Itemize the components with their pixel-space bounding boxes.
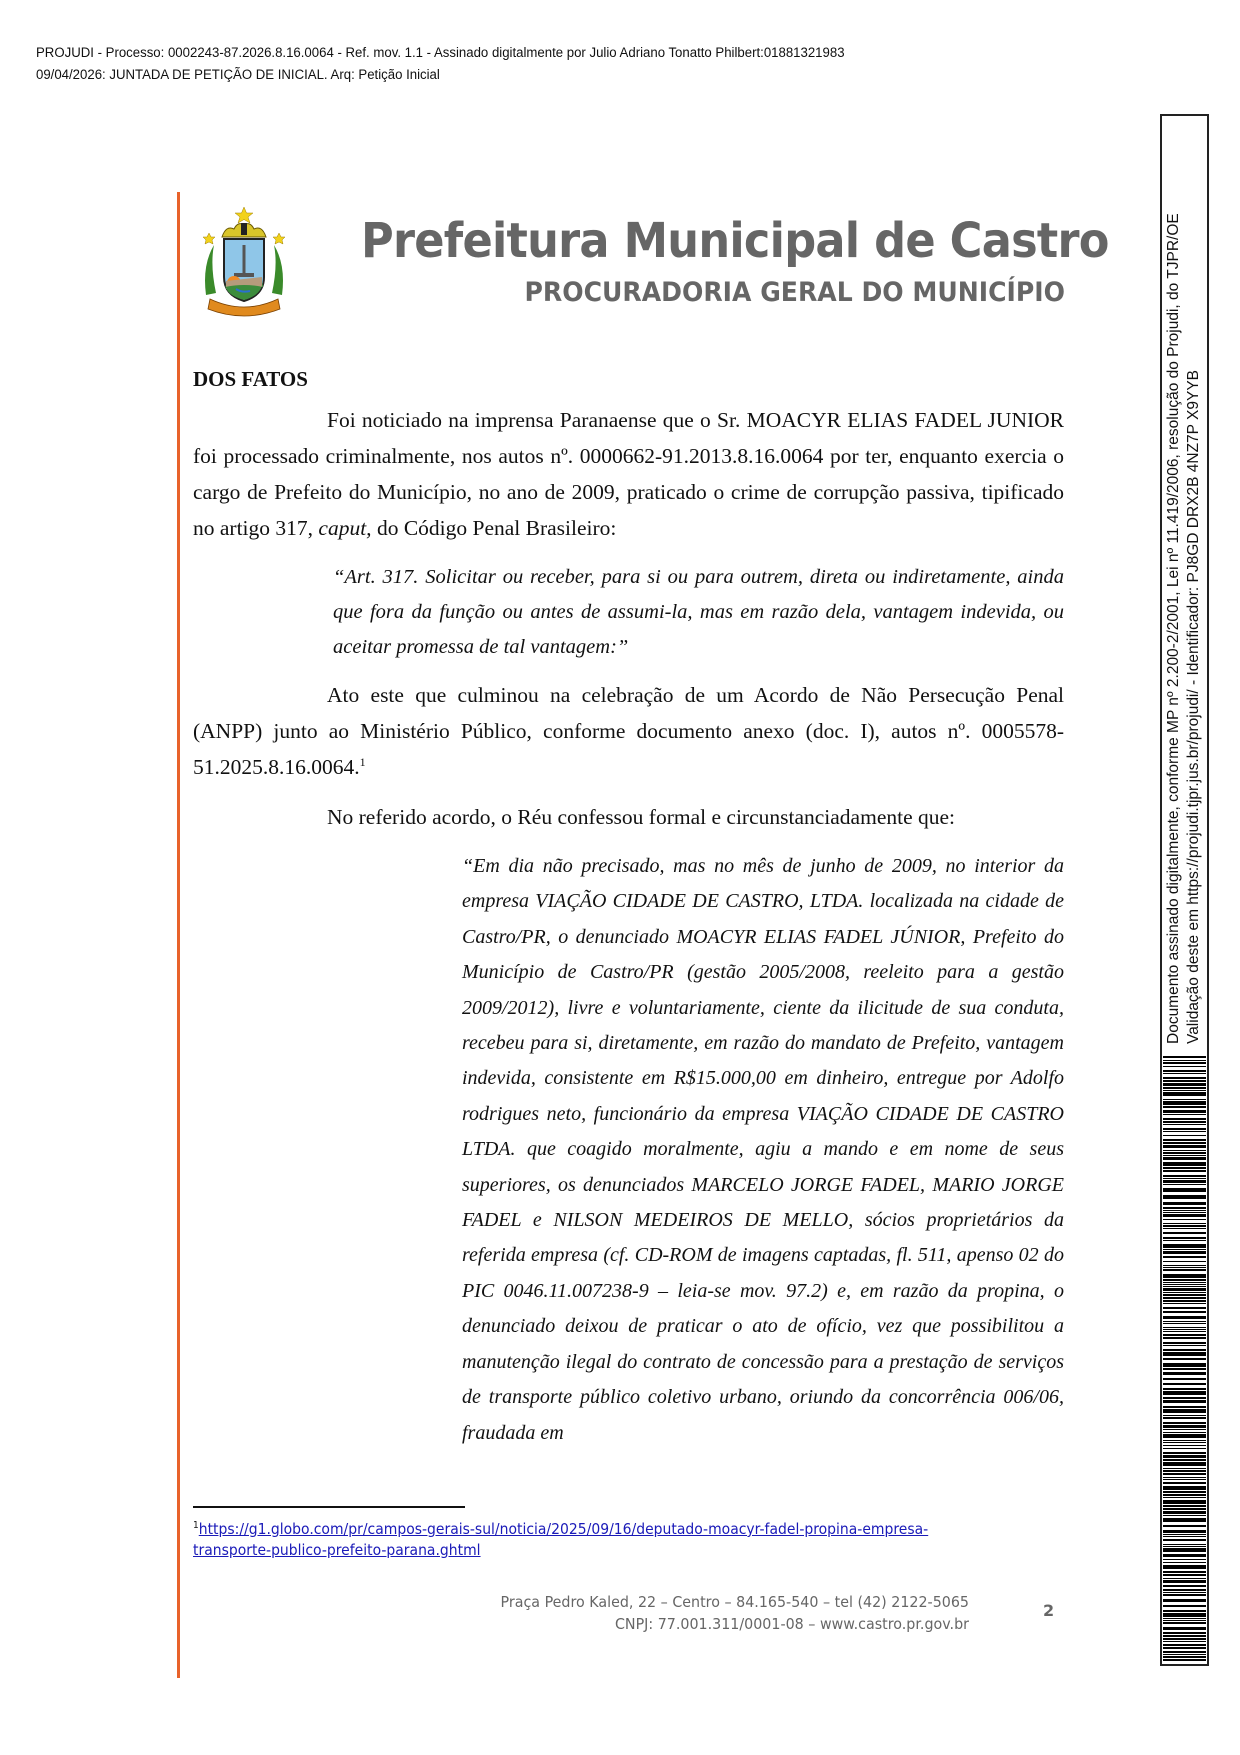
barcode-bar <box>1163 1605 1206 1607</box>
barcode-bar <box>1163 1286 1206 1287</box>
barcode-bar <box>1163 1429 1206 1430</box>
barcode-bar <box>1163 1307 1206 1309</box>
barcode-bar <box>1163 1518 1206 1522</box>
barcode-bar <box>1163 1106 1206 1108</box>
barcode-bar <box>1163 1142 1206 1144</box>
barcode-bar <box>1163 1505 1206 1507</box>
barcode-bar <box>1163 1157 1206 1160</box>
barcode-bar <box>1163 1445 1206 1446</box>
barcode-bar <box>1163 1434 1206 1438</box>
barcode-bar <box>1163 1131 1206 1132</box>
barcode-bar <box>1163 1452 1206 1454</box>
barcode-bar <box>1163 1303 1206 1304</box>
barcode-bar <box>1163 1368 1206 1370</box>
barcode-bar <box>1163 1548 1206 1552</box>
paragraph-1-text: Foi noticiado na imprensa Paranaense que o Sr. MOACYR ELIAS FADEL JUNIOR foi processado criminalmente, nos autos nº. 0000662-91.2013.8.16.0064 por ter, enquanto exercia o cargo de Prefeito do Município, no ano de 2009, praticado o crime de corrupção passiva, tipificado no artigo 317, <box>193 408 1064 540</box>
barcode-bar <box>1163 1244 1206 1248</box>
barcode-bar <box>1163 1546 1206 1547</box>
barcode-bar <box>1163 1300 1206 1302</box>
barcode-bar <box>1163 1479 1206 1480</box>
barcode-bar <box>1163 1378 1206 1380</box>
barcode-bar <box>1163 1594 1206 1596</box>
barcode-bar <box>1163 1422 1206 1424</box>
barcode-bar <box>1163 1297 1206 1299</box>
barcode-bar <box>1163 1128 1206 1130</box>
barcode-bar <box>1163 1240 1206 1241</box>
footnote-number: 1 <box>193 1519 199 1531</box>
barcode-bar <box>1163 1077 1206 1079</box>
barcode-bar <box>1163 1654 1206 1655</box>
barcode-bar <box>1163 1638 1206 1640</box>
projudi-line-2: 09/04/2026: JUNTADA DE PETIÇÃO DE INICIAL. Arq: Petição Inicial <box>36 67 440 83</box>
barcode-bar <box>1163 1562 1206 1563</box>
signature-line-2: Validação deste em https://projudi.tjpr.jus.br/projudi/ - Identificador: PJ8GD DRX2B 4NZ7P X9YYB <box>1185 369 1202 1044</box>
barcode-bar <box>1163 1406 1206 1408</box>
footnote <box>193 1519 985 1561</box>
projudi-line-1: PROJUDI - Processo: 0002243-87.2026.8.16.0064 - Ref. mov. 1.1 - Assinado digitalmente por Julio Adriano Tonatto Philbert:01881321983 <box>36 45 845 61</box>
barcode-bar <box>1163 1592 1206 1593</box>
barcode-bar <box>1163 1114 1206 1115</box>
barcode-bar <box>1163 1342 1206 1344</box>
barcode-bar <box>1163 1644 1206 1646</box>
barcode-bar <box>1163 1468 1206 1469</box>
barcode-bar <box>1163 1175 1206 1177</box>
barcode-bar <box>1163 1391 1206 1395</box>
barcode-bar <box>1163 1635 1206 1637</box>
barcode-bar <box>1163 1214 1206 1217</box>
barcode-bar <box>1163 1274 1206 1278</box>
barcode-bar <box>1163 1358 1206 1360</box>
barcode-bar <box>1163 1473 1206 1475</box>
barcode-bar <box>1163 1397 1206 1399</box>
paragraph-2-text: Ato este que culminou na celebração de um Acordo de Não Persecução Penal (ANPP) junto ao Ministério Público, conforme documento anexo (doc. I), autos nº. 0005578-51.2025.8.16.0064. <box>193 683 1064 779</box>
barcode-bar <box>1163 1525 1206 1527</box>
barcode-bar <box>1163 1383 1206 1385</box>
barcode-bar <box>1163 1462 1206 1466</box>
footer-cnpj: CNPJ: 77.001.311/0001-08 – www.castro.pr.gov.br <box>614 1615 969 1633</box>
barcode-bar <box>1163 1223 1206 1224</box>
barcode-bar <box>1163 1627 1206 1630</box>
signature-strip-text <box>1164 112 1208 1052</box>
barcode-bar <box>1163 1139 1206 1141</box>
barcode-bar <box>1163 1388 1206 1390</box>
barcode-bar <box>1163 1497 1206 1498</box>
barcode-bar <box>1163 1565 1206 1569</box>
barcode-bar <box>1163 1323 1206 1324</box>
barcode-bar <box>1163 1345 1206 1346</box>
barcode-bar <box>1163 1135 1206 1136</box>
block-quote-article-317: “Art. 317. Solicitar ou receber, para si ou para outrem, direta ou indiretamente, ainda que fora da função ou antes de assumi-la, mas em razão dela, vantagem indevida, ou aceitar promessa de tal vantagem:” <box>333 566 1064 658</box>
page-number: 2 <box>1043 1601 1055 1620</box>
barcode-bar <box>1163 1585 1206 1587</box>
barcode-bar <box>1163 1228 1206 1229</box>
barcode-bar <box>1163 1571 1206 1573</box>
barcode-bar <box>1163 1432 1206 1433</box>
letterhead-subtitle: PROCURADORIA GERAL DO MUNICÍPIO <box>524 277 1065 308</box>
barcode-bar <box>1163 1613 1206 1617</box>
barcode-bar <box>1163 1118 1206 1120</box>
barcode-bar <box>1163 1056 1206 1058</box>
barcode-bar <box>1163 1294 1206 1296</box>
projudi-stamp <box>36 42 905 86</box>
barcode-bar <box>1163 1237 1206 1239</box>
barcode-bar <box>1163 1184 1206 1185</box>
barcode-bar <box>1163 1491 1206 1493</box>
barcode-bar <box>1163 1210 1206 1211</box>
barcode-bar <box>1163 1090 1206 1091</box>
barcode-bar <box>1163 1622 1206 1624</box>
barcode-bar <box>1163 1121 1206 1123</box>
barcode-bar <box>1163 1329 1206 1330</box>
barcode-bar <box>1163 1539 1206 1541</box>
barcode-bar <box>1163 1470 1206 1472</box>
barcode-bar <box>1163 1292 1206 1293</box>
barcode-bar <box>1163 1256 1206 1258</box>
barcode-bar <box>1163 1178 1206 1179</box>
barcode-bar <box>1163 1440 1206 1441</box>
barcode-bar <box>1163 1212 1206 1213</box>
barcode-bar <box>1163 1162 1206 1166</box>
barcode-bar <box>1163 1409 1206 1413</box>
footnote-separator <box>193 1506 465 1508</box>
barcode-bar <box>1163 1288 1206 1291</box>
accent-vertical-rule <box>177 192 180 1678</box>
barcode-bar <box>1163 1544 1206 1545</box>
barcode-bar <box>1163 1352 1206 1356</box>
paragraph-3: No referido acordo, o Réu confessou formal e circunstanciadamente que: <box>327 805 956 829</box>
barcode-bar <box>1163 1284 1206 1285</box>
barcode-bar <box>1163 1363 1206 1367</box>
barcode-bar <box>1163 1110 1206 1113</box>
barcode-bar <box>1163 1062 1206 1064</box>
barcode-bar <box>1163 1150 1206 1151</box>
barcode-bar <box>1163 1656 1206 1658</box>
barcode-bar <box>1163 1155 1206 1156</box>
barcode-bar <box>1163 1334 1206 1336</box>
barcode-bar <box>1163 1530 1206 1533</box>
footnote-reference[interactable]: 1 <box>359 754 366 769</box>
barcode-bar <box>1163 1269 1206 1271</box>
barcode-bar <box>1163 1152 1206 1154</box>
barcode-bar <box>1163 1618 1206 1619</box>
paragraph-2 <box>193 677 1064 785</box>
signature-line-1: Documento assinado digitalmente, conforme MP nº 2.200-2/2001, Lei nº 11.419/2006, resolução do Projudi, do TJPR/OE <box>1165 213 1182 1044</box>
barcode-bar <box>1163 1267 1206 1268</box>
footnote-link[interactable]: https://g1.globo.com/pr/campos-gerais-sul/noticia/2025/09/16/deputado-moacyr-fadel-propina-empresa-transporte-publico-prefeito-parana.ghtml <box>193 1520 929 1559</box>
barcode-bar <box>1163 1145 1206 1148</box>
barcode-bar <box>1163 1282 1206 1283</box>
barcode-bar <box>1163 1349 1206 1351</box>
barcode-bar <box>1163 1180 1206 1183</box>
paragraph-1-italic: caput, <box>318 516 377 540</box>
barcode-bar <box>1163 1261 1206 1262</box>
barcode-bar <box>1163 1425 1206 1428</box>
barcode-bar <box>1163 1092 1206 1096</box>
barcode-bar <box>1163 1632 1206 1634</box>
barcode-bar <box>1163 1494 1206 1496</box>
barcode-bar <box>1163 1070 1206 1072</box>
barcode-bar <box>1163 1486 1206 1490</box>
barcode-bar <box>1163 1574 1206 1576</box>
barcode-bar <box>1163 1659 1206 1661</box>
barcode-bar <box>1163 1265 1206 1266</box>
barcode-bar <box>1163 1554 1206 1557</box>
barcode-bar <box>1163 1207 1206 1209</box>
page-footer <box>420 1591 969 1635</box>
barcode-bar <box>1163 1372 1206 1375</box>
barcode-bar <box>1163 1400 1206 1403</box>
barcode-bar <box>1163 1559 1206 1560</box>
barcode-bar <box>1163 1641 1206 1642</box>
barcode-bar <box>1163 1448 1206 1449</box>
barcode-bar <box>1163 1219 1206 1220</box>
paragraph-1-end: do Código Penal Brasileiro: <box>376 516 617 540</box>
barcode-bar <box>1163 1500 1206 1504</box>
barcode-bar <box>1163 1073 1206 1074</box>
barcode-bar <box>1163 1167 1206 1169</box>
barcode-bar <box>1163 1066 1206 1067</box>
barcode-bar <box>1163 1599 1206 1602</box>
barcode-bar <box>1163 1337 1206 1339</box>
barcode-bar <box>1163 1195 1206 1199</box>
barcode-bar <box>1163 1455 1206 1458</box>
barcode-bar <box>1163 1647 1206 1649</box>
barcode-icon <box>1163 1056 1206 1662</box>
barcode-bar <box>1163 1251 1206 1254</box>
barcode-bar <box>1163 1321 1206 1322</box>
barcode-bar <box>1163 1170 1206 1172</box>
municipal-seal-icon <box>196 205 292 317</box>
barcode-bar <box>1163 1508 1206 1510</box>
section-heading: DOS FATOS <box>193 367 308 391</box>
barcode-bar <box>1163 1536 1206 1537</box>
barcode-bar <box>1163 1249 1206 1250</box>
block-quote-confession: “Em dia não precisado, mas no mês de junho de 2009, no interior da empresa VIAÇÃO CIDADE DE CASTRO, LTDA. localizada na cidade de Castro/PR, o denunciado MOACYR ELIAS FADEL JÚNIOR, Prefeito do Município de Castro/PR (gestão 2005/2008, reeleito para a gestão 2009/2012), livre e voluntariamente, ciente da ilicitude de sua conduta, recebeu para si, diretamente, em razão do mandato de Prefeito, vantagem indevida, consistente em R$15.000,00 em dinheiro, entregue por Adolfo rodrigues neto, funcionário da empresa VIAÇÃO CIDADE DE CASTRO LTDA. que coagido moralmente, agiu a mando e em nome de seus superiores, os denunciados MARCELO JORGE FADEL, MARIO JORGE FADEL e NILSON MEDEIROS DE MELLO, sócios proprietários da referida empresa (cf. CD-ROM de imagens captadas, fl. 511, apenso 02 do PIC 0046.11.007238-9 – leia-se mov. 97.2) e, em razão da propina, o denunciado deixou de praticar o ato de ofício, vez que possibilitou a manutenção ilegal do contrato de concessão para a prestação de serviços de transporte público coletivo urbano, oriundo da concorrência 006/06, fraudada em <box>462 855 1064 1444</box>
barcode-bar <box>1163 1417 1206 1419</box>
barcode-bar <box>1163 1511 1206 1514</box>
barcode-bar <box>1163 1202 1206 1205</box>
barcode-bar <box>1163 1620 1206 1621</box>
barcode-bar <box>1163 1232 1206 1234</box>
barcode-bar <box>1163 1610 1206 1612</box>
barcode-bar <box>1163 1442 1206 1443</box>
barcode-bar <box>1163 1477 1206 1478</box>
barcode-bar <box>1163 1331 1206 1332</box>
barcode-bar <box>1163 1316 1206 1319</box>
barcode-bar <box>1163 1482 1206 1484</box>
letterhead-title: Prefeitura Municipal de Castro <box>360 213 1109 269</box>
document-body <box>193 364 1064 1451</box>
barcode-bar <box>1163 1534 1206 1535</box>
barcode-bar <box>1163 1311 1206 1313</box>
barcode-bar <box>1163 1580 1206 1583</box>
barcode-bar <box>1163 1651 1206 1653</box>
barcode-bar <box>1163 1578 1206 1579</box>
footer-address: Praça Pedro Kaled, 22 – Centro – 84.165-540 – tel (42) 2122-5065 <box>500 1593 969 1611</box>
barcode-bar <box>1163 1415 1206 1416</box>
barcode-bar <box>1163 1327 1206 1328</box>
barcode-bar <box>1163 1124 1206 1125</box>
barcode-bar <box>1163 1459 1206 1461</box>
barcode-bar <box>1163 1099 1206 1100</box>
barcode-bar <box>1163 1589 1206 1591</box>
barcode-bar <box>1163 1101 1206 1105</box>
barcode-bar <box>1163 1087 1206 1089</box>
barcode-bar <box>1163 1188 1206 1192</box>
barcode-bar <box>1163 1083 1206 1086</box>
barcode-bar <box>1163 1515 1206 1516</box>
barcode-bar <box>1163 1080 1206 1082</box>
barcode-bar <box>1163 1279 1206 1281</box>
barcode-bar <box>1163 1225 1206 1227</box>
paragraph-1 <box>193 402 1064 546</box>
barcode-bar <box>1163 1060 1206 1061</box>
